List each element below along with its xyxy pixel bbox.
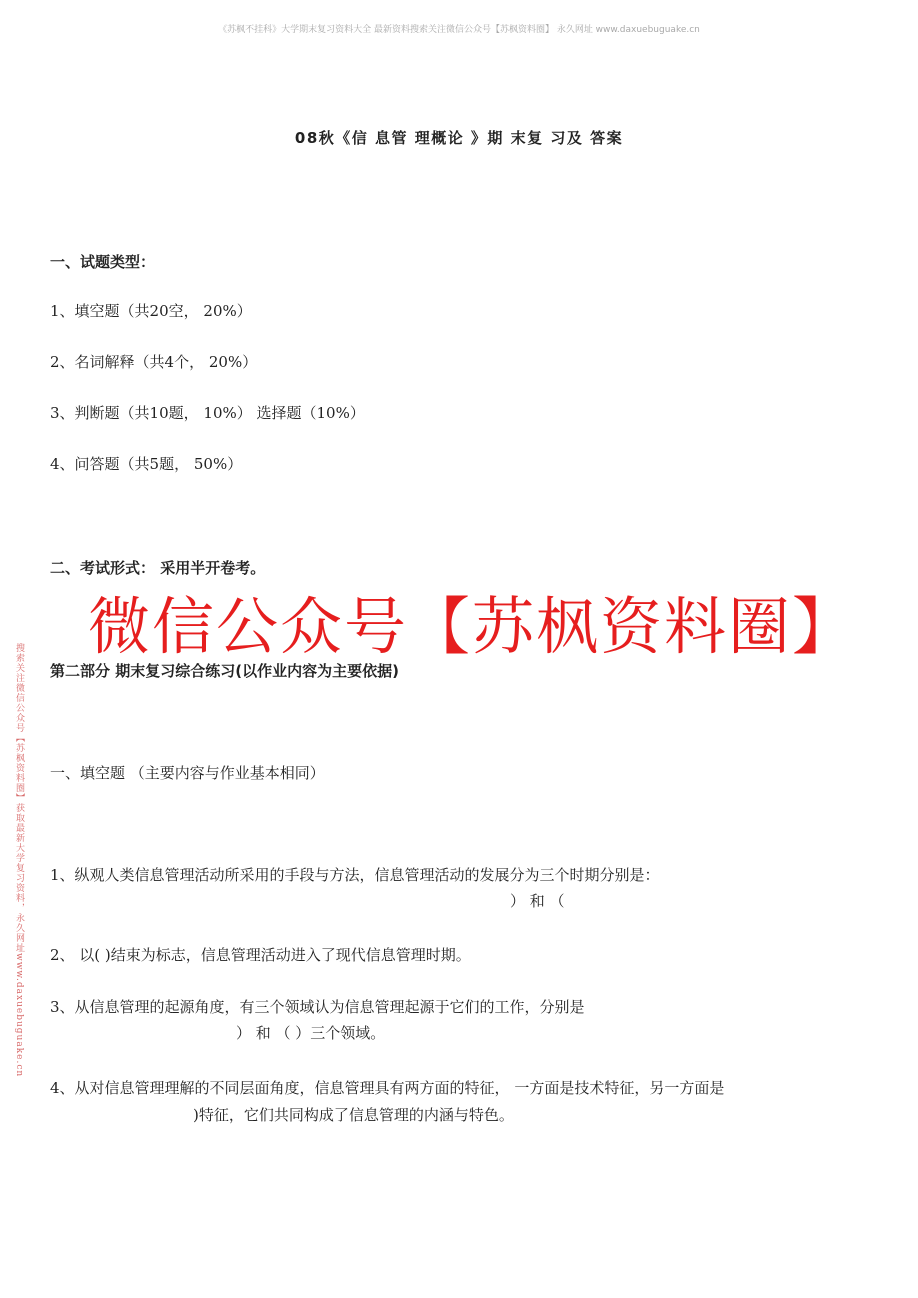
watermark-banner: 微信公众号【苏枫资料圈】 — [88, 590, 857, 663]
fill-blank-heading: 一、填空题 （主要内容与作业基本相同） — [50, 764, 325, 782]
side-watermark: 搜索关注微信公众号【苏枫资料圈】获取最新大学复习资料，永久网址www.daxuebuguake.cn — [14, 643, 24, 1078]
section1-heading: 一、试题类型： — [50, 253, 156, 271]
document-title: 08秋《信 息管 理概论 》期 末复 习及 答案 — [294, 129, 624, 147]
exam-type-item: 3、判断题（共10题， 10%） 选择题（10%） — [50, 404, 365, 422]
section2-heading: 二、考试形式： 采用半开卷考。 — [50, 559, 266, 577]
question-3-line2: ） 和 （ ）三个领域。 — [236, 1024, 386, 1042]
part2-heading: 第二部分 期末复习综合练习(以作业内容为主要依据) — [50, 662, 399, 680]
exam-type-item: 2、名词解释（共4个， 20%） — [50, 353, 258, 371]
question-3-line1: 3、从信息管理的起源角度，有三个领域认为信息管理起源于它们的工作，分别是 — [50, 998, 585, 1016]
question-4-line2: )特征，它们共同构成了信息管理的内涵与特色。 — [193, 1106, 514, 1124]
question-1-line2: ） 和 （ — [510, 892, 565, 910]
exam-type-item: 1、填空题（共20空， 20%） — [50, 302, 252, 320]
question-2: 2、 以( )结束为标志，信息管理活动进入了现代信息管理时期。 — [50, 946, 471, 964]
question-1-line1: 1、纵观人类信息管理活动所采用的手段与方法，信息管理活动的发展分为三个时期分别是： — [50, 866, 660, 884]
question-4-line1: 4、从对信息管理理解的不同层面角度，信息管理具有两方面的特征， 一方面是技术特征，另一方面是 — [50, 1079, 725, 1097]
exam-type-item: 4、问答题（共5题， 50%） — [50, 455, 243, 473]
page-header-note: 《苏枫不挂科》大学期末复习资料大全 最新资料搜索关注微信公众号【苏枫资料圈】 永久网址 www.daxuebuguake.cn — [218, 25, 700, 35]
